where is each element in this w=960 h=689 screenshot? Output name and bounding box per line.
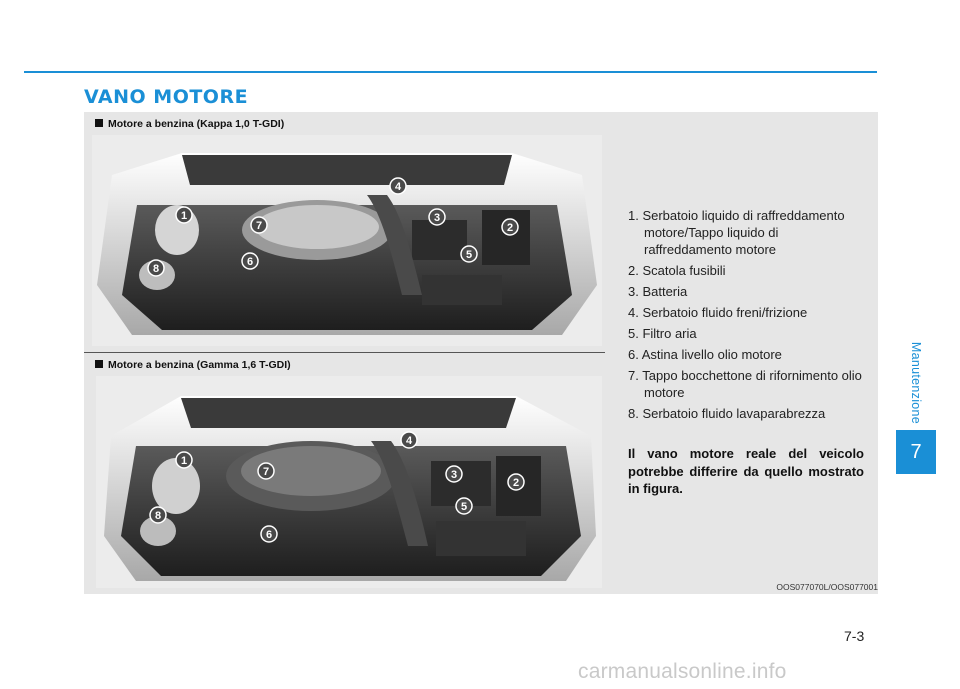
svg-text:5: 5 xyxy=(465,249,473,261)
svg-text:4: 4 xyxy=(394,181,402,193)
bullet-square-icon xyxy=(95,119,103,127)
figure-caption-text: Motore a benzina (Kappa 1,0 T-GDI) xyxy=(108,118,285,130)
svg-text:8: 8 xyxy=(154,510,162,522)
svg-text:2: 2 xyxy=(506,222,514,234)
legend-item: 1. Serbatoio liquido di raffreddamento motore/Tappo liquido di raffreddamento motore xyxy=(628,208,845,257)
svg-text:1: 1 xyxy=(180,455,188,467)
svg-text:3: 3 xyxy=(450,469,458,481)
page-number: 7-3 xyxy=(844,628,865,644)
svg-text:5: 5 xyxy=(460,501,468,513)
svg-text:4: 4 xyxy=(405,435,413,447)
svg-text:6: 6 xyxy=(246,256,254,268)
chapter-side-label xyxy=(896,338,936,428)
figure-code: OOS077070L/OOS077001 xyxy=(776,582,878,592)
svg-text:1: 1 xyxy=(180,210,188,222)
disclaimer-note: Il vano motore reale del veicolo potrebbe differire da quello mostrato in figura. xyxy=(628,446,864,496)
legend-item: 5. Filtro aria xyxy=(628,326,697,341)
figure-caption-text: Motore a benzina (Gamma 1,6 T-GDI) xyxy=(108,359,291,371)
svg-text:2: 2 xyxy=(512,477,520,489)
bullet-square-icon xyxy=(95,360,103,368)
legend-item: 8. Serbatoio fluido lavaparabrezza xyxy=(628,406,826,421)
chapter-label-text: Manutenzione xyxy=(909,341,924,425)
page-title: VANO MOTORE xyxy=(84,86,249,108)
header-rule xyxy=(24,71,877,73)
svg-text:3: 3 xyxy=(433,212,441,224)
figure-divider xyxy=(84,352,605,353)
figure-caption-kappa xyxy=(95,118,284,130)
figure-caption-gamma xyxy=(95,359,291,371)
legend-item: 2. Scatola fusibili xyxy=(628,263,726,278)
svg-text:8: 8 xyxy=(152,263,160,275)
legend-item: 6. Astina livello olio motore xyxy=(628,347,782,362)
svg-text:7: 7 xyxy=(262,466,270,478)
legend-item: 3. Batteria xyxy=(628,284,688,299)
engine-bay-image-kappa xyxy=(92,135,602,346)
svg-text:6: 6 xyxy=(265,529,273,541)
chapter-tab: 7 xyxy=(896,430,936,474)
component-legend xyxy=(628,207,868,426)
legend-item: 7. Tappo bocchettone di rifornimento olio motore xyxy=(628,368,862,400)
watermark: carmanualsonline.info xyxy=(578,660,787,683)
legend-item: 4. Serbatoio fluido freni/frizione xyxy=(628,305,808,320)
engine-bay-image-gamma xyxy=(96,376,602,588)
svg-text:7: 7 xyxy=(255,220,263,232)
